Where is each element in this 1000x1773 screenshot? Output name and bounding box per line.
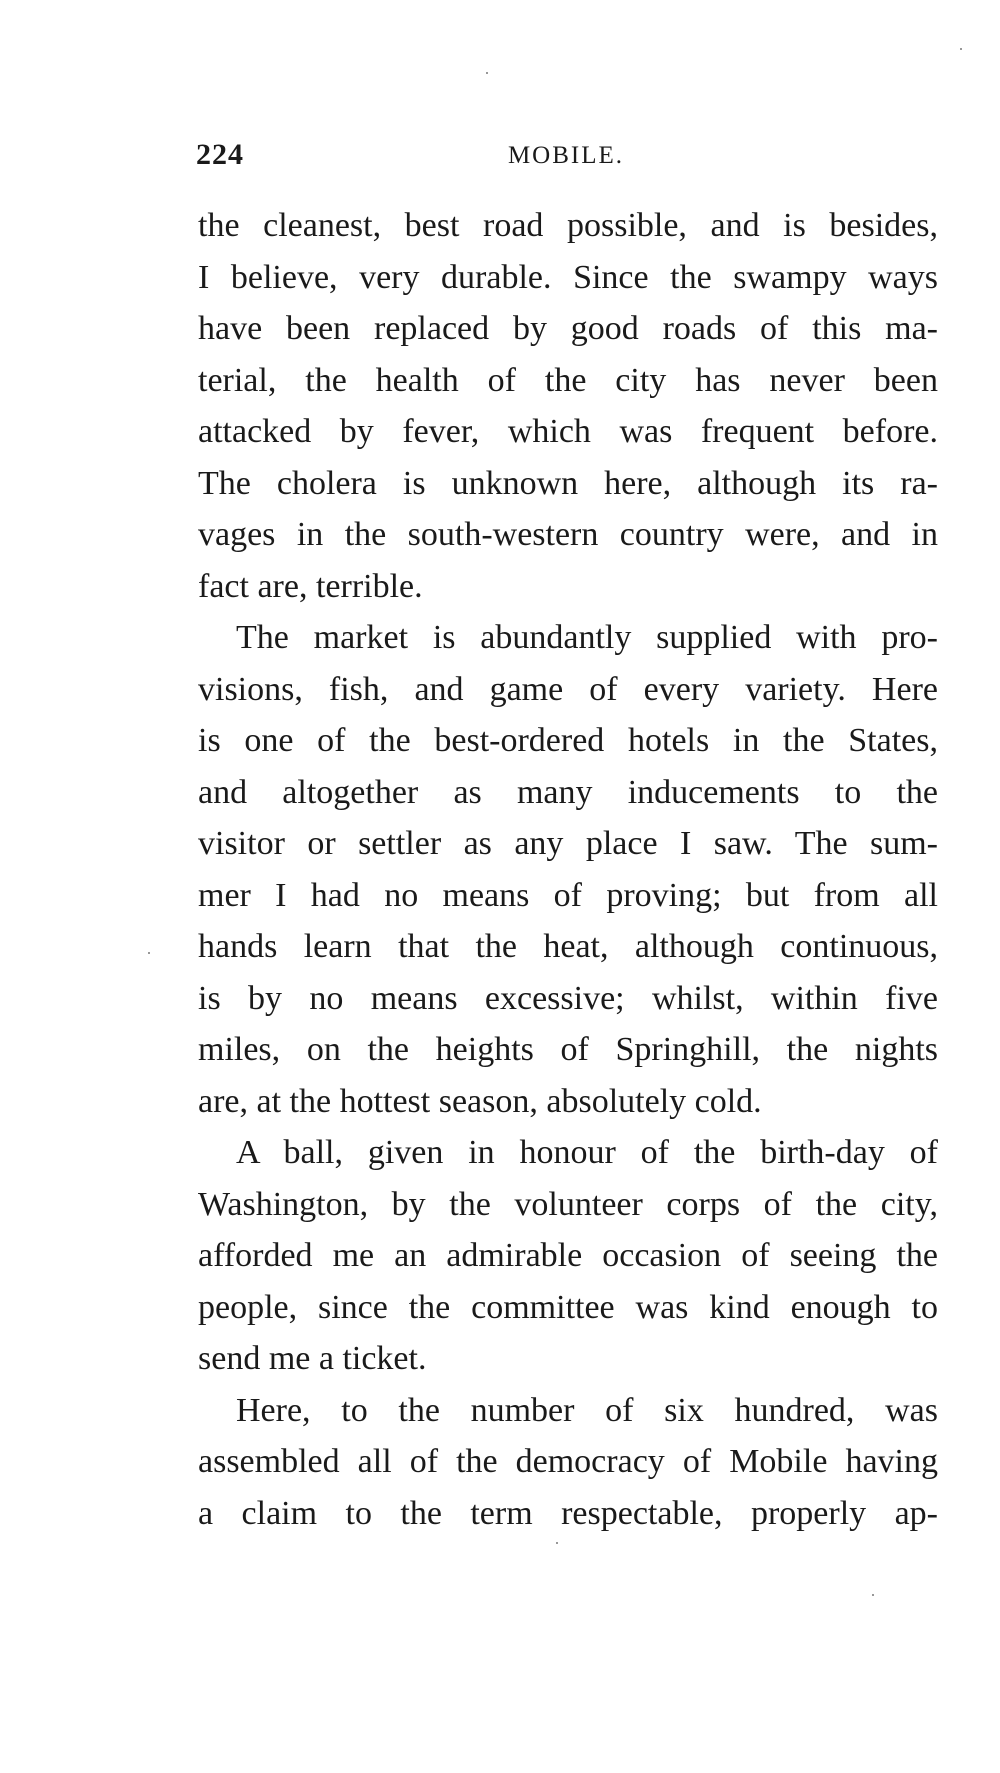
- text-line: mer I had no means of proving; but from all: [198, 876, 938, 914]
- text-line: fact are, terrible.: [198, 567, 423, 605]
- page-number: 224: [196, 138, 244, 171]
- text-line: send me a ticket.: [198, 1340, 427, 1377]
- paper-speck: [960, 48, 962, 50]
- text-line: A ball, given in honour of the birth-day of: [236, 1134, 938, 1171]
- text-line: vages in the south-western country were, and in: [198, 516, 938, 553]
- text-line: people, since the committee was kind enough to: [198, 1288, 938, 1326]
- paragraph: [198, 1385, 938, 1540]
- text-line: The cholera is unknown here, although its ra-: [198, 464, 938, 502]
- text-line: is one of the best-ordered hotels in the States,: [198, 722, 938, 759]
- running-head: MOBILE.: [507, 142, 625, 169]
- paper-speck: [556, 1542, 558, 1544]
- paragraph: [198, 1127, 938, 1385]
- text-line: have been replaced by good roads of this ma-: [198, 310, 938, 347]
- text-line: a claim to the term respectable, properly ap-: [198, 1494, 938, 1532]
- text-line: is by no means excessive; whilst, within five: [198, 979, 938, 1017]
- text-line: visitor or settler as any place I saw. The sum-: [198, 825, 938, 862]
- paper-speck: [872, 1594, 874, 1596]
- body-text: [198, 200, 938, 1539]
- text-line: afforded me an admirable occasion of seeing the: [198, 1237, 938, 1274]
- paragraph: [198, 200, 938, 612]
- text-line: and altogether as many inducements to the: [198, 773, 938, 811]
- paper-speck: [148, 952, 150, 954]
- text-line: miles, on the heights of Springhill, the nights: [198, 1031, 938, 1068]
- page-header: [196, 138, 936, 178]
- text-line: visions, fish, and game of every variety. Here: [198, 670, 938, 708]
- text-line: are, at the hottest season, absolutely cold.: [198, 1082, 762, 1120]
- text-line: hands learn that the heat, although continuous,: [198, 928, 938, 965]
- text-line: terial, the health of the city has never been: [198, 361, 938, 399]
- text-line: assembled all of the democracy of Mobile having: [198, 1443, 938, 1480]
- text-line: the cleanest, best road possible, and is besides,: [198, 207, 938, 244]
- text-line: The market is abundantly supplied with pro-: [236, 619, 938, 656]
- text-line: Here, to the number of six hundred, was: [236, 1391, 938, 1429]
- paragraph: [198, 612, 938, 1127]
- paper-speck: [486, 72, 488, 74]
- text-line: I believe, very durable. Since the swampy ways: [198, 258, 938, 296]
- text-line: attacked by fever, which was frequent before.: [198, 413, 938, 450]
- text-line: Washington, by the volunteer corps of the city,: [198, 1185, 938, 1223]
